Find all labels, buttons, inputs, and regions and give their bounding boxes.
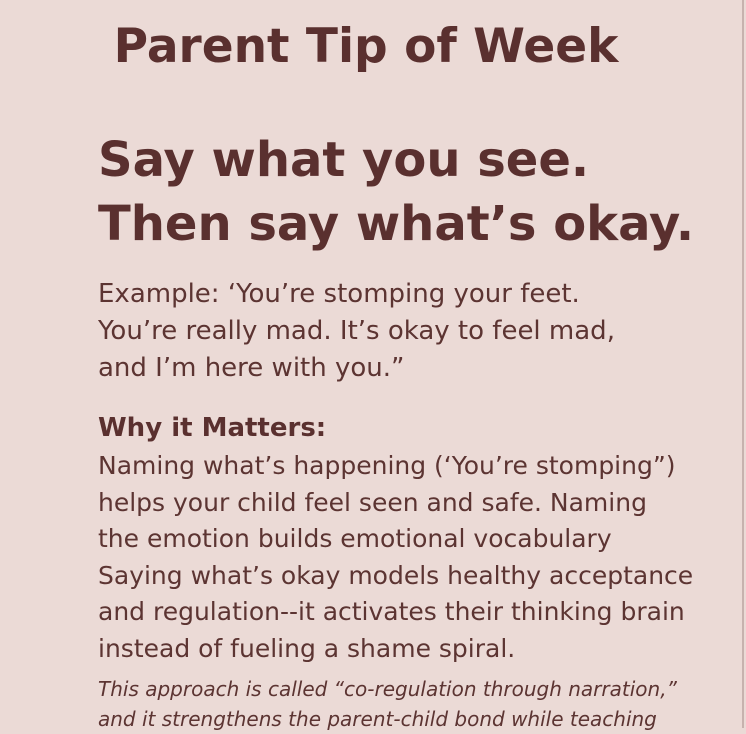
why-heading: Why it Matters:	[98, 413, 327, 443]
why-line-3: the emotion builds emotional vocabulary	[98, 524, 612, 554]
why-line-4: Saying what’s okay models healthy acceptance	[98, 560, 694, 590]
example-text	[98, 276, 718, 387]
headline-line-1: Say what you see.	[98, 132, 590, 188]
footnote	[98, 674, 738, 734]
footnote-line-2: and it strengthens the parent-child bond while teaching	[98, 707, 657, 731]
why-line-1: Naming what’s happening (‘You’re stomping”)	[98, 451, 676, 480]
why-line-6: instead of fueling a shame spiral.	[98, 633, 516, 663]
page-title: Parent Tip of Week	[113, 19, 619, 74]
headline-line-2: Then say what’s okay.	[98, 196, 695, 252]
footnote-line-1: This approach is called “co-regulation through narration,”	[98, 677, 677, 701]
tip-headline	[98, 128, 718, 256]
why-line-5: and regulation--it activates their thinking brain	[98, 597, 685, 627]
example-line-2: You’re really mad. It’s okay to feel mad,	[98, 316, 615, 346]
example-line-1: Example: ‘You’re stomping your feet.	[98, 279, 580, 309]
why-line-2: helps your child feel seen and safe. Naming	[98, 487, 647, 517]
why-body	[98, 448, 738, 668]
example-line-3: and I’m here with you.”	[98, 353, 405, 383]
